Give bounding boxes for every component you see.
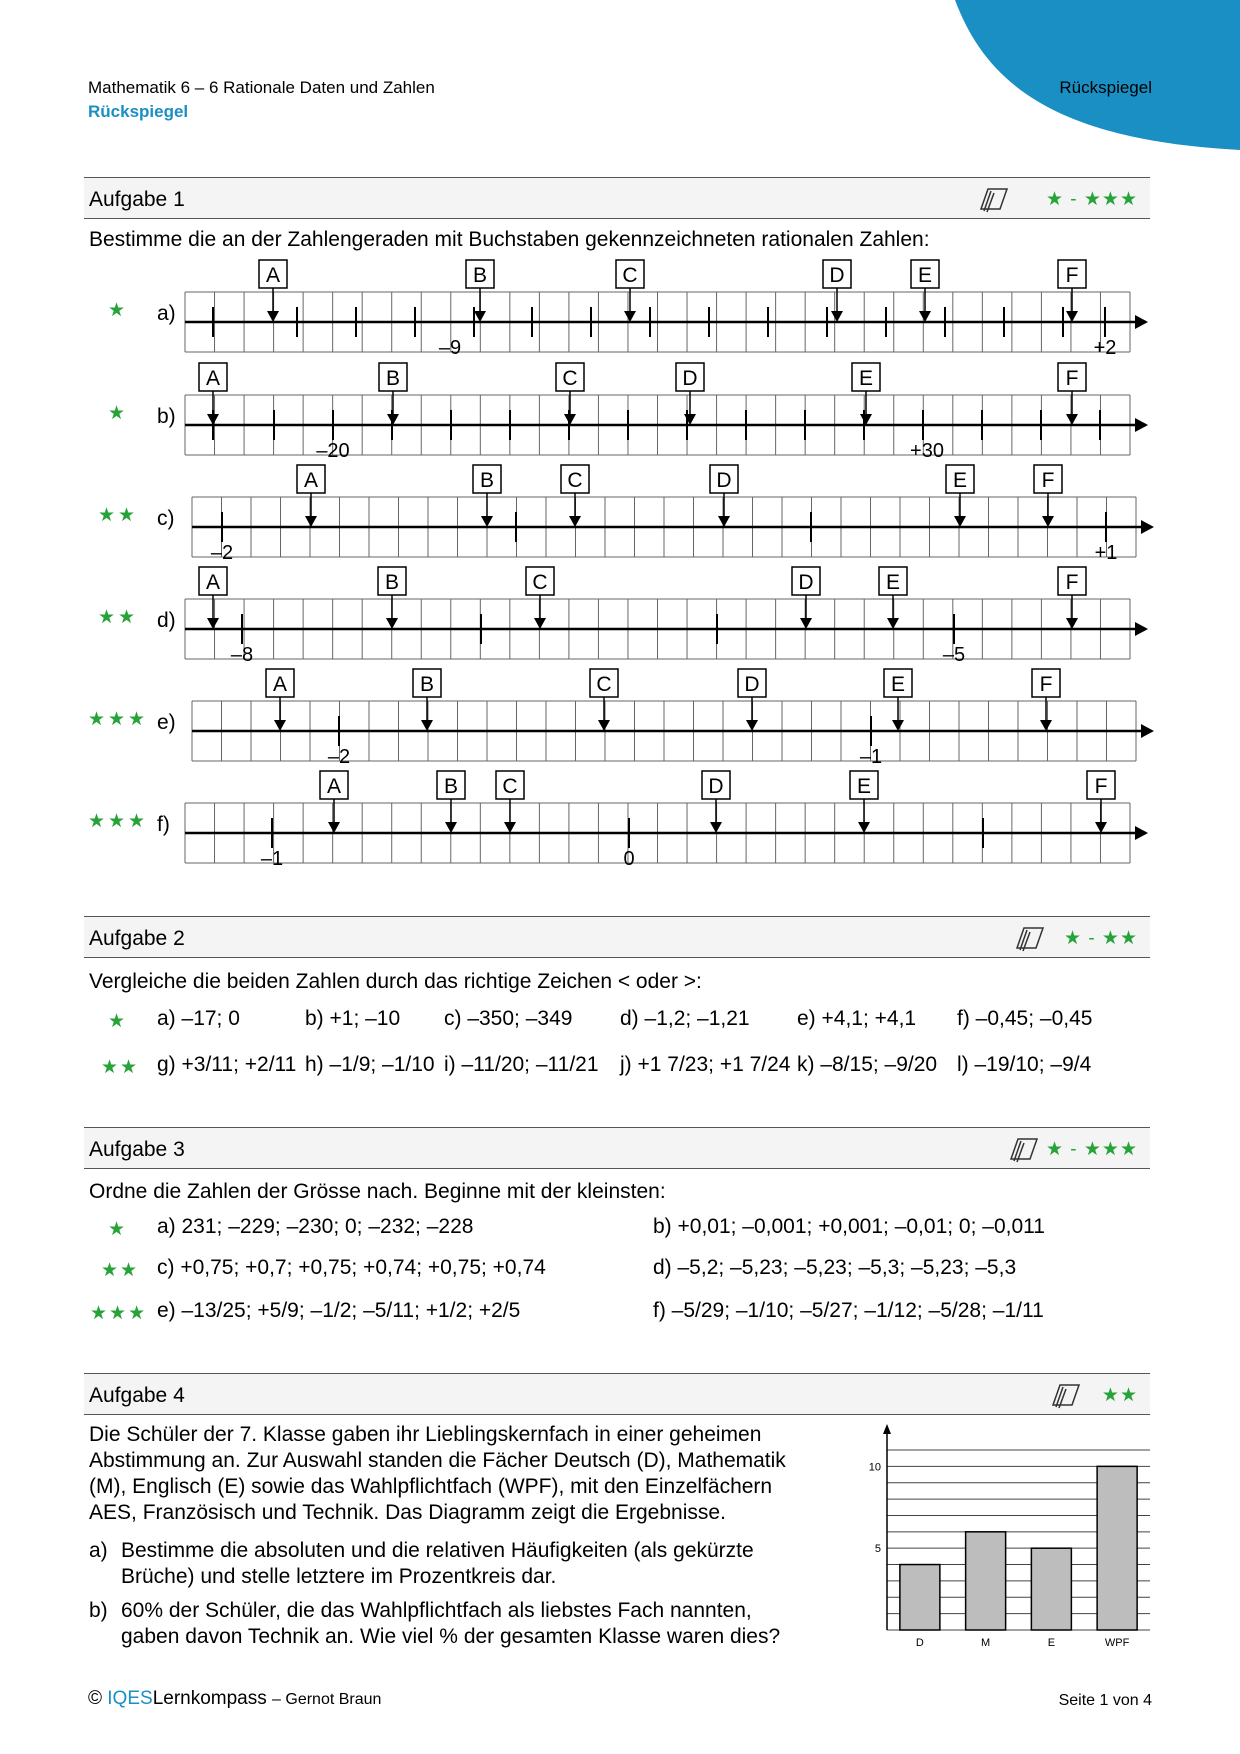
pointer-arrow-icon: [564, 414, 576, 425]
letter-label: D: [716, 469, 732, 492]
pointer-arrow-icon: [919, 311, 931, 322]
number-label: +30: [910, 440, 944, 462]
arrow-head-icon: [1135, 622, 1148, 636]
item-text: –1,2; –1,21: [644, 1007, 750, 1030]
letter-label: C: [622, 264, 638, 287]
pointer-arrow-icon: [267, 311, 279, 322]
row-stars: ★★★: [87, 709, 149, 730]
book-icon: [1050, 1381, 1082, 1409]
compare-a-item: [305, 1007, 400, 1031]
item-text: +4,1; +4,1: [821, 1007, 917, 1030]
letter-label: A: [265, 264, 281, 287]
pointer-arrow-icon: [207, 618, 219, 629]
compare-a-item: [957, 1007, 1092, 1031]
book-icon: [1014, 924, 1046, 952]
letter-label: A: [272, 673, 288, 696]
numberline-row: [108, 363, 1148, 462]
letter-label: F: [1065, 367, 1079, 390]
pointer-arrow-icon: [892, 720, 904, 731]
letter-label: B: [479, 469, 495, 492]
aufgabe3-title: Aufgabe 3: [89, 1138, 185, 1161]
compare-b-item: [797, 1053, 937, 1077]
letter-label: D: [829, 264, 845, 287]
letter-label: B: [419, 673, 435, 696]
item-label: j): [620, 1053, 638, 1076]
paragraph-line: (M), Englisch (E) sowie das Wahlpflichtfach (WPF), mit den Einzelfächern: [89, 1475, 773, 1498]
pointer-arrow-icon: [534, 618, 546, 629]
row-label: a): [157, 302, 176, 325]
item-label: k): [797, 1053, 821, 1076]
pointer-arrow-icon: [274, 720, 286, 731]
pointer-arrow-icon: [1066, 414, 1078, 425]
aufgabe3-header: [84, 1127, 1150, 1169]
row-label: e): [157, 711, 176, 734]
header-right-number: 6.6: [1128, 102, 1152, 121]
item-label: i): [444, 1053, 462, 1076]
header-subtitle: Rückspiegel: [88, 102, 189, 121]
arrow-head-icon: [1135, 418, 1148, 432]
pointer-arrow-icon: [207, 414, 219, 425]
pointer-arrow-icon: [800, 618, 812, 629]
paragraph-line: Die Schüler der 7. Klasse gaben ihr Lieblingskernfach in einer geheimen: [89, 1423, 762, 1446]
letter-label: A: [205, 367, 221, 390]
compare-b-item: [444, 1053, 599, 1077]
aufgabe4-task-b: [89, 1598, 780, 1650]
number-label: +1: [1094, 542, 1118, 564]
number-label: 0: [623, 848, 635, 870]
letter-label: D: [744, 673, 760, 696]
row-label: d): [157, 609, 176, 632]
pointer-arrow-icon: [1042, 516, 1054, 527]
row-stars: ★★: [97, 607, 139, 628]
letter-label: B: [472, 264, 488, 287]
bar-chart: [850, 1422, 1155, 1652]
task-line: 60% der Schüler, die das Wahlpflichtfach als liebstes Fach nannten,: [121, 1599, 752, 1622]
book-icon: [1008, 1135, 1040, 1163]
row-stars: ★★★: [90, 1303, 148, 1324]
pointer-arrow-icon: [887, 618, 899, 629]
numberline-row: [98, 567, 1148, 666]
item-text: –11/20; –11/21: [461, 1053, 599, 1076]
pointer-arrow-icon: [718, 516, 730, 527]
x-tick-label: M: [981, 1637, 991, 1649]
pointer-arrow-icon: [710, 822, 722, 833]
order-item-left: c) +0,75; +0,7; +0,75; +0,74; +0,75; +0,74: [157, 1256, 546, 1279]
numberline-row: [88, 669, 1154, 768]
x-tick-label: WPF: [1104, 1637, 1130, 1649]
item-label: c): [444, 1007, 468, 1030]
letter-label: C: [502, 775, 518, 798]
header-right-label: Rückspiegel: [1059, 78, 1152, 97]
aufgabe2-row2-stars: ★★: [101, 1057, 140, 1078]
item-text: –8/15; –9/20: [820, 1053, 938, 1076]
compare-a-item: [797, 1007, 916, 1031]
pointer-arrow-icon: [954, 516, 966, 527]
order-item-left: a) 231; –229; –230; 0; –232; –228: [157, 1215, 474, 1238]
item-text: +3/11; +2/11: [181, 1053, 297, 1076]
aufgabe3-stars: ★ - ★★★: [1045, 1139, 1138, 1160]
aufgabe1-instruction: Bestimme die an der Zahlengeraden mit Buchstaben gekennzeichneten rationalen Zahlen:: [89, 228, 930, 251]
letter-label: E: [856, 775, 872, 798]
header-title: Mathematik 6 – 6 Rationale Daten und Zahlen: [88, 78, 435, 97]
task-label: b): [89, 1599, 108, 1622]
pointer-arrow-icon: [684, 414, 696, 425]
letter-label: E: [885, 571, 901, 594]
pointer-arrow-icon: [305, 516, 317, 527]
letter-label: F: [1065, 571, 1079, 594]
row-stars: ★★: [97, 505, 139, 526]
letter-label: E: [858, 367, 874, 390]
number-label: –2: [327, 746, 351, 768]
bar: [1097, 1466, 1137, 1630]
bar: [900, 1565, 940, 1630]
task-label: a): [89, 1539, 108, 1562]
letter-label: F: [1094, 775, 1108, 798]
pointer-arrow-icon: [831, 311, 843, 322]
footer-brand: [88, 1688, 381, 1710]
item-label: l): [957, 1053, 975, 1076]
letter-label: B: [385, 367, 401, 390]
order-item-right: f) –5/29; –1/10; –5/27; –1/12; –5/28; –1/11: [653, 1299, 1044, 1322]
row-label: c): [157, 507, 175, 530]
y-tick-label: 10: [868, 1461, 881, 1474]
pointer-arrow-icon: [504, 822, 516, 833]
item-label: a): [157, 1007, 182, 1030]
pointer-arrow-icon: [746, 720, 758, 731]
aufgabe2-instruction: Vergleiche die beiden Zahlen durch das richtige Zeichen < oder >:: [89, 970, 702, 993]
pointer-arrow-icon: [328, 822, 340, 833]
row-label: f): [157, 813, 170, 836]
aufgabe2-title: Aufgabe 2: [89, 927, 185, 950]
number-label: –1: [859, 746, 883, 768]
numberline-row: [108, 260, 1148, 359]
order-item-right: b) +0,01; –0,001; +0,001; –0,01; 0; –0,011: [653, 1215, 1045, 1238]
item-label: f): [957, 1007, 976, 1030]
letter-label: F: [1039, 673, 1053, 696]
item-label: g): [157, 1053, 182, 1076]
task-line: gaben davon Technik an. Wie viel % der gesamten Klasse waren dies?: [121, 1625, 781, 1648]
letter-label: D: [798, 571, 814, 594]
pointer-arrow-icon: [598, 720, 610, 731]
number-label: –9: [438, 337, 462, 359]
item-text: –0,45; –0,45: [975, 1007, 1093, 1030]
item-text: –1/9; –1/10: [329, 1053, 435, 1076]
brand-iqes: IQES: [107, 1688, 153, 1709]
aufgabe4-title: Aufgabe 4: [89, 1384, 185, 1407]
item-text: –350; –349: [467, 1007, 573, 1030]
number-label: –1: [260, 848, 284, 870]
book-icon: [978, 185, 1010, 213]
compare-b-item: [620, 1053, 790, 1077]
footer-page: Seite 1 von 4: [1058, 1692, 1152, 1709]
aufgabe4-header: [84, 1373, 1150, 1415]
pointer-arrow-icon: [569, 516, 581, 527]
letter-label: C: [567, 469, 583, 492]
arrow-head-icon: [1135, 826, 1148, 840]
letter-label: E: [952, 469, 968, 492]
row-label: b): [157, 405, 176, 428]
x-tick-label: D: [915, 1637, 924, 1649]
aufgabe2-header: [84, 916, 1150, 958]
letter-label: C: [596, 673, 612, 696]
pointer-arrow-icon: [624, 311, 636, 322]
aufgabe2-stars: ★ - ★★: [1064, 928, 1138, 949]
compare-b-item: [305, 1053, 435, 1077]
item-text: +1; –10: [329, 1007, 401, 1030]
letter-label: C: [562, 367, 578, 390]
pointer-arrow-icon: [1066, 311, 1078, 322]
number-label: +2: [1093, 337, 1117, 359]
copyright-icon: ©: [88, 1688, 102, 1709]
compare-a-item: [444, 1007, 572, 1031]
letter-label: E: [890, 673, 906, 696]
order-item-left: e) –13/25; +5/9; –1/2; –5/11; +1/2; +2/5: [157, 1299, 521, 1322]
letter-label: D: [708, 775, 724, 798]
pointer-arrow-icon: [860, 414, 872, 425]
aufgabe1-title: Aufgabe 1: [89, 188, 185, 211]
numberline-row: [88, 771, 1148, 870]
pointer-arrow-icon: [1095, 822, 1107, 833]
axis-arrow-icon: [883, 1424, 891, 1434]
paragraph-line: Abstimmung an. Zur Auswahl standen die Fächer Deutsch (D), Mathematik: [89, 1449, 786, 1472]
letter-label: A: [205, 571, 221, 594]
pointer-arrow-icon: [474, 311, 486, 322]
pointer-arrow-icon: [1040, 720, 1052, 731]
letter-label: A: [326, 775, 342, 798]
y-tick-label: 5: [874, 1543, 881, 1556]
row-stars: ★★★: [87, 811, 149, 832]
letter-label: E: [917, 264, 933, 287]
compare-b-item: [157, 1053, 296, 1077]
paragraph-line: AES, Französisch und Technik. Das Diagramm zeigt die Ergebnisse.: [89, 1501, 726, 1524]
item-text: –17; 0: [181, 1007, 240, 1030]
number-label: –8: [230, 644, 254, 666]
item-label: b): [305, 1007, 330, 1030]
pointer-arrow-icon: [1066, 618, 1078, 629]
row-stars: ★: [107, 403, 129, 424]
brand-lernkompass: Lernkompass: [152, 1688, 267, 1709]
item-text: +1 7/23; +1 7/24: [637, 1053, 791, 1076]
letter-label: B: [443, 775, 459, 798]
aufgabe1-stars: ★ - ★★★: [1045, 189, 1138, 210]
aufgabe4-paragraph: [89, 1422, 786, 1526]
item-label: e): [797, 1007, 822, 1030]
number-label: –2: [210, 542, 234, 564]
pointer-arrow-icon: [387, 414, 399, 425]
number-label: –20: [316, 440, 350, 462]
item-text: –19/10; –9/4: [974, 1053, 1092, 1076]
row-stars: ★: [107, 300, 129, 321]
aufgabe4-stars: ★★: [1101, 1385, 1138, 1406]
letter-label: F: [1041, 469, 1055, 492]
bar: [966, 1532, 1006, 1630]
row-stars: ★: [108, 1219, 128, 1240]
pointer-arrow-icon: [481, 516, 493, 527]
task-line: Bestimme die absoluten und die relativen Häufigkeiten (als gekürzte: [121, 1539, 754, 1562]
order-item-right: d) –5,2; –5,23; –5,23; –5,3; –5,23; –5,3: [653, 1256, 1017, 1279]
aufgabe2-row1-stars: ★: [108, 1011, 128, 1032]
arrow-head-icon: [1135, 315, 1148, 329]
task-line: Brüche) und stelle letztere im Prozentkreis dar.: [121, 1565, 557, 1588]
letter-label: B: [384, 571, 400, 594]
item-label: h): [305, 1053, 330, 1076]
aufgabe3-instruction: Ordne die Zahlen der Grösse nach. Beginne mit der kleinsten:: [89, 1180, 666, 1203]
letter-label: F: [1065, 264, 1079, 287]
aufgabe1-header: [84, 177, 1150, 219]
footer-author: – Gernot Braun: [272, 1691, 382, 1708]
aufgabe4-task-a: [89, 1538, 754, 1590]
number-label: –5: [942, 644, 966, 666]
compare-a-item: [157, 1007, 240, 1031]
x-tick-label: E: [1047, 1637, 1056, 1649]
item-label: d): [620, 1007, 645, 1030]
pointer-arrow-icon: [445, 822, 457, 833]
compare-a-item: [620, 1007, 750, 1031]
bar: [1031, 1548, 1071, 1630]
row-stars: ★★: [101, 1260, 140, 1281]
letter-label: D: [682, 367, 698, 390]
numberline-row: [98, 465, 1154, 564]
pointer-arrow-icon: [858, 822, 870, 833]
compare-b-item: [957, 1053, 1091, 1077]
arrow-head-icon: [1141, 724, 1154, 738]
letter-label: A: [303, 469, 319, 492]
letter-label: C: [532, 571, 548, 594]
pointer-arrow-icon: [421, 720, 433, 731]
numberlines: [0, 255, 1240, 875]
pointer-arrow-icon: [386, 618, 398, 629]
arrow-head-icon: [1141, 520, 1154, 534]
